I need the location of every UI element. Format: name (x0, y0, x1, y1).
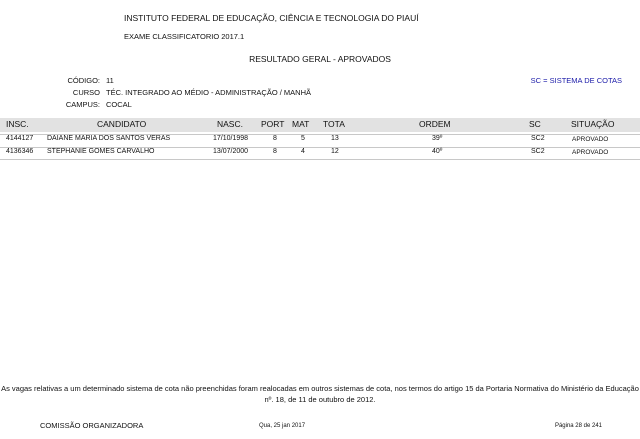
col-situacao: SITUAÇÃO (571, 119, 615, 129)
committee-signature: COMISSÃO ORGANIZADORA (40, 421, 144, 430)
cell-mat: 5 (301, 135, 305, 142)
cell-mat: 4 (301, 148, 305, 155)
col-total: TOTA (323, 119, 345, 129)
cell-total: 13 (331, 135, 339, 142)
col-port: PORT (261, 119, 285, 129)
table-row (0, 147, 640, 160)
table-row (0, 134, 640, 146)
table-header (0, 118, 640, 132)
campus-label: CAMPUS: (65, 100, 100, 109)
course-value: TÉC. INTEGRADO AO MÉDIO - ADMINISTRAÇÃO / MANHÃ (106, 88, 312, 97)
footnote: As vagas relativas a um determinado sistema de cota não preenchidas foram realocadas em outros sistemas de cota, nos termos do artigo 15 da Portaria Normativa do Ministério da Educação nº. 18, de 11 de outubro de 2012. (1, 384, 639, 404)
cell-name: DAIANE MARIA DOS SANTOS VERAS (47, 135, 171, 142)
print-date: Qua, 25 jan 2017 (259, 423, 306, 429)
page-title: RESULTADO GERAL - APROVADOS (249, 54, 391, 64)
cell-ordem: 40º (432, 148, 443, 155)
institution-name: INSTITUTO FEDERAL DE EDUCAÇÃO, CIÊNCIA E TECNOLOGIA DO PIAUÍ (124, 13, 419, 23)
quota-system-legend: SC = SISTEMA DE COTAS (530, 76, 622, 85)
page-number: Página 28 de 241 (554, 423, 602, 429)
cell-sc: SC2 (531, 148, 545, 155)
cell-situacao: APROVADO (572, 136, 609, 143)
cell-insc: 4136346 (6, 148, 34, 155)
col-nasc: NASC. (217, 119, 243, 129)
col-insc: INSC. (6, 119, 29, 129)
code-label: CÓDIGO: (67, 76, 100, 85)
cell-port: 8 (273, 148, 277, 155)
cell-total: 12 (331, 148, 339, 155)
code-value: 11 (106, 76, 114, 85)
cell-situacao: APROVADO (572, 149, 609, 156)
cell-name: STEPHANIE GOMES CARVALHO (47, 148, 155, 155)
col-candidato: CANDIDATO (97, 119, 147, 129)
col-mat: MAT (292, 119, 310, 129)
exam-name: EXAME CLASSIFICATORIO 2017.1 (124, 32, 245, 41)
campus-value: COCAL (106, 100, 132, 109)
cell-nasc: 17/10/1998 (213, 135, 249, 142)
cell-insc: 4144127 (6, 135, 34, 142)
col-ordem: ORDEM (419, 119, 451, 129)
course-label: CURSO (72, 88, 100, 97)
col-sc: SC (529, 119, 541, 129)
cell-port: 8 (273, 135, 277, 142)
cell-ordem: 39º (432, 135, 443, 142)
cell-sc: SC2 (531, 135, 545, 142)
cell-nasc: 13/07/2000 (213, 148, 249, 155)
